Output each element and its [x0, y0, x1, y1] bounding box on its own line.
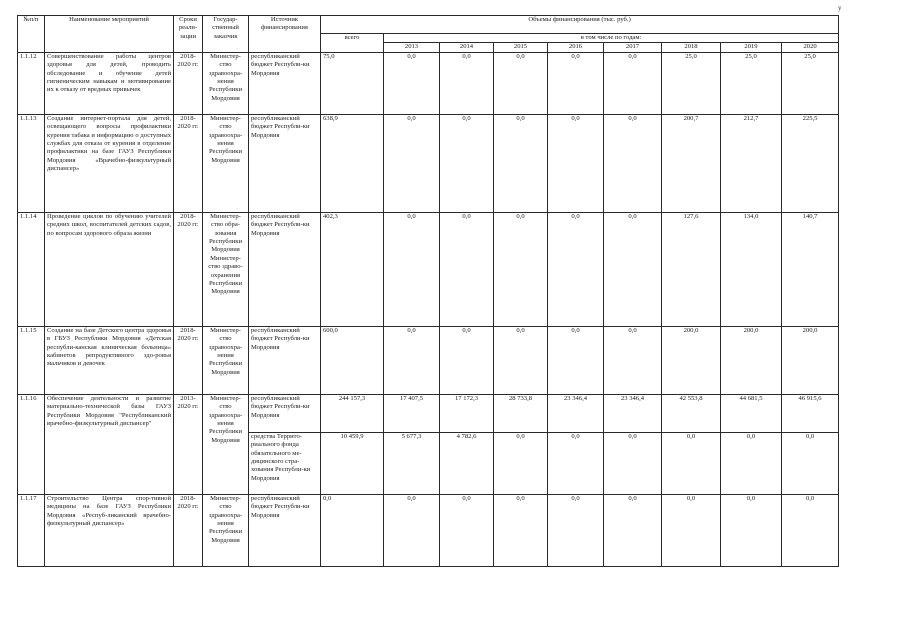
row-value: 0,0 [604, 494, 662, 566]
header-year: 2019 [721, 43, 782, 52]
table-row [18, 494, 839, 566]
row-total-2: 10 459,9 [321, 432, 384, 494]
row-source: республиканский бюджет Республи-ки Мордовия [249, 326, 321, 394]
row-value: 42 553,8 [662, 394, 721, 432]
row-total: 75,0 [321, 52, 384, 114]
row-value: 46 915,6 [782, 394, 839, 432]
row-value: 212,7 [721, 114, 782, 212]
table-row [18, 114, 839, 212]
row-value: 0,0 [548, 114, 604, 212]
row-name: Создание на базе Детского центра здоровья в ГБУЗ Республики Мордовия «Детская республи-канская клиническая больница» кабинетов репродуктивного здо-ровья мальчиков и девочек [45, 326, 174, 394]
row-value: 44 681,5 [721, 394, 782, 432]
row-terms: 2018-2020 гг. [174, 212, 203, 326]
row-value: 0,0 [440, 52, 494, 114]
header-year: 2017 [604, 43, 662, 52]
row-value: 0,0 [440, 114, 494, 212]
row-value: 0,0 [494, 326, 548, 394]
row-value: 0,0 [604, 114, 662, 212]
row-source: республиканский бюджет Республи-ки Мордовия [249, 394, 321, 432]
row-value: 0,0 [494, 114, 548, 212]
row-source-2: средства Террито-риального фонда обязательного ме-дицинского стра-хования Республи-ки Мордовия [249, 432, 321, 494]
header-customer: Государ-ственный заказчик [203, 16, 249, 53]
row-terms: 2018-2020 гг. [174, 494, 203, 566]
row-num: 1.1.12 [18, 52, 45, 114]
header-year: 2016 [548, 43, 604, 52]
row-value: 200,0 [721, 326, 782, 394]
row-value: 0,0 [548, 52, 604, 114]
row-value: 0,0 [384, 114, 440, 212]
table-row [18, 326, 839, 394]
row-value-2: 0,0 [782, 432, 839, 494]
row-total: 244 157,3 [321, 394, 384, 432]
header-num: №п/п [18, 16, 45, 53]
header-year: 2015 [494, 43, 548, 52]
row-terms: 2018-2020 гг. [174, 114, 203, 212]
row-value: 0,0 [384, 52, 440, 114]
header-total: всего [321, 34, 384, 53]
row-name: Обеспечение деятельности и развитие материально-технической базы ГАУЗ Республики Мордовия "Республиканский врачебно-физкультурный диспансер" [45, 394, 174, 494]
row-value: 0,0 [384, 326, 440, 394]
row-value: 0,0 [604, 52, 662, 114]
row-source: республиканский бюджет Республи-ки Мордовия [249, 52, 321, 114]
header-volumes: Объемы финансирования (тыс. руб.) [321, 16, 839, 34]
row-value-2: 5 677,3 [384, 432, 440, 494]
row-value: 17 407,5 [384, 394, 440, 432]
row-value: 25,0 [721, 52, 782, 114]
row-value: 0,0 [384, 212, 440, 326]
header-row-1 [18, 16, 839, 34]
row-value: 200,7 [662, 114, 721, 212]
row-value-2: 0,0 [494, 432, 548, 494]
row-num: 1.1.17 [18, 494, 45, 566]
row-value-2: 0,0 [604, 432, 662, 494]
row-value-2: 4 782,6 [440, 432, 494, 494]
row-name: Строительство Центра спор-тивной медицины на базе ГАУЗ Республики Мордовия «Респуб-ликанский врачебно-физкультурный диспансер» [45, 494, 174, 566]
row-source: республиканский бюджет Республи-ки Мордовия [249, 114, 321, 212]
row-value: 28 733,8 [494, 394, 548, 432]
row-name: Создание интернет-портала для детей, освещающего вопросы профилактики курения табака и информацию о доступных службах для отказа от курения в отделение профилактики на базе ГАУЗ Республики Мордовия «Врачебно-физкультурный диспансер» [45, 114, 174, 212]
row-num: 1.1.16 [18, 394, 45, 494]
row-value: 0,0 [548, 494, 604, 566]
table-row [18, 394, 839, 432]
row-name: Проведение циклов по обучению учителей средних школ, воспитателей детских садов, по вопросам здорового образа жизни [45, 212, 174, 326]
row-value: 0,0 [440, 212, 494, 326]
row-num: 1.1.14 [18, 212, 45, 326]
row-value-2: 0,0 [662, 432, 721, 494]
row-value: 25,0 [782, 52, 839, 114]
row-value: 0,0 [782, 494, 839, 566]
header-source: Источник финансирования [249, 16, 321, 53]
row-total: 638,9 [321, 114, 384, 212]
row-value: 0,0 [440, 494, 494, 566]
row-value: 0,0 [384, 494, 440, 566]
header-year: 2013 [384, 43, 440, 52]
row-value: 25,0 [662, 52, 721, 114]
header-year: 2020 [782, 43, 839, 52]
row-terms: 2013-2020 гг. [174, 394, 203, 494]
financing-table [17, 15, 839, 567]
row-value-2: 0,0 [721, 432, 782, 494]
row-value: 0,0 [494, 52, 548, 114]
row-value: 0,0 [548, 212, 604, 326]
row-value: 0,0 [721, 494, 782, 566]
row-name: Совершенствование работы центров здоровья для детей, проводить обследование и обучение детей гигиеническим навыкам и мотивирование их к отказу от вредных привычек [45, 52, 174, 114]
header-by-year: в том числе по годам: [384, 34, 839, 43]
row-source: республиканский бюджет Республи-ки Мордовия [249, 212, 321, 326]
row-customer: Министер-ство здравоохра-нения Республики Мордовия [203, 52, 249, 114]
table-row [18, 52, 839, 114]
row-value: 200,0 [662, 326, 721, 394]
row-total: 0,0 [321, 494, 384, 566]
row-customer: Министер-ство здравоохра-нения Республики Мордовия [203, 494, 249, 566]
header-year: 2018 [662, 43, 721, 52]
row-terms: 2018-2020 гг. [174, 326, 203, 394]
row-value: 0,0 [662, 494, 721, 566]
row-value: 23 346,4 [604, 394, 662, 432]
row-total: 402,3 [321, 212, 384, 326]
corner-mark: у [838, 4, 842, 12]
row-value: 17 172,3 [440, 394, 494, 432]
table-row [18, 212, 839, 326]
row-num: 1.1.15 [18, 326, 45, 394]
row-value: 0,0 [440, 326, 494, 394]
row-value: 225,5 [782, 114, 839, 212]
row-value: 0,0 [604, 212, 662, 326]
row-num: 1.1.13 [18, 114, 45, 212]
row-customer: Министер-ство обра-зования Республики Мордовия Министер-ство здраво-охранения Республики Мордовия [203, 212, 249, 326]
row-customer: Министер-ство здравоохра-нения Республики Мордовия [203, 394, 249, 494]
row-value-2: 0,0 [548, 432, 604, 494]
row-customer: Министер-ство здравоохра-нения Республики Мордовия [203, 326, 249, 394]
row-value: 127,6 [662, 212, 721, 326]
row-value: 0,0 [548, 326, 604, 394]
row-value: 200,0 [782, 326, 839, 394]
row-total: 600,0 [321, 326, 384, 394]
header-terms: Сроки реали-зации [174, 16, 203, 53]
row-customer: Министер-ство здравоохра-нения Республики Мордовия [203, 114, 249, 212]
row-value: 0,0 [604, 326, 662, 394]
row-value: 0,0 [494, 212, 548, 326]
row-source: республиканский бюджет Республи-ки Мордовия [249, 494, 321, 566]
row-value: 134,0 [721, 212, 782, 326]
row-value: 23 346,4 [548, 394, 604, 432]
row-terms: 2018-2020 гг. [174, 52, 203, 114]
row-value: 140,7 [782, 212, 839, 326]
row-value: 0,0 [494, 494, 548, 566]
header-name: Наименование мероприятий [45, 16, 174, 53]
header-year: 2014 [440, 43, 494, 52]
